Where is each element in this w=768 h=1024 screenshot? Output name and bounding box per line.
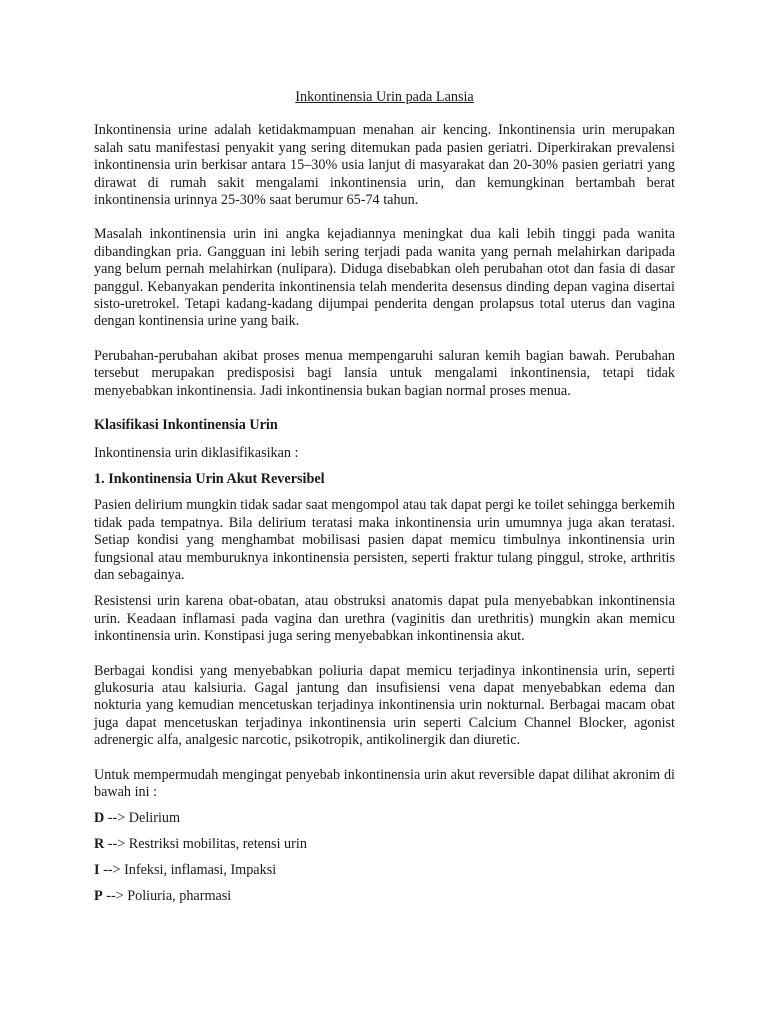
acronym-item [94,888,675,905]
classification-heading: Klasifikasi Inkontinensia Urin [94,417,278,434]
section-1-heading: 1. Inkontinensia Urin Akut Reversibel [94,470,325,487]
acronym-text: --> Infeksi, inflamasi, Impaksi [99,862,277,879]
acronym-letter: R [94,836,105,853]
acronym-item [94,810,675,827]
acronym-item [94,862,675,879]
document-page [94,89,675,914]
acronym-text: --> Poliuria, pharmasi [102,888,232,905]
section-1-paragraph-1: Pasien delirium mungkin tidak sadar saat mengompol atau tak dapat pergi ke toilet sehingga berkemih tidak pada tempatnya. Bila delirium teratasi maka inkontinensia urin umumnya juga akan teratasi. Setiap kondisi yang menghambat mobilisasi pasien dapat memicu timbulnya inkontinensia urin fungsional atau memburuknya inkontinensia persisten, seperti fraktur tulang pinggul, stroke, arthritis dan sebagainya. [94,497,675,583]
intro-paragraph-1: Inkontinensia urine adalah ketidakmampuan menahan air kencing. Inkontinensia urin merupakan salah satu manifestasi penyakit yang sering ditemukan pada pasien geriatri. Diperkirakan prevalensi inkontinensia urin berkisar antara 15–30% usia lanjut di masyarakat dan 20-30% pasien geriatri yang dirawat di rumah sakit mengalami inkontinensia urin, dan kemungkinan bertambah berat inkontinensia urinnya 25-30% saat berumur 65-74 tahun. [94,122,675,209]
acronym-text: --> Delirium [104,810,181,827]
document-title: Inkontinensia Urin pada Lansia [295,89,474,105]
acronym-list [94,810,675,905]
acronym-text: --> Restriksi mobilitas, retensi urin [104,836,307,853]
section-1-paragraph-3: Berbagai kondisi yang menyebabkan poliuria dapat memicu terjadinya inkontinensia urin, seperti glukosuria atau kalsiuria. Gagal jantung dan insufisiensi vena dapat menyebabkan edema dan nokturia yang kemudian mencetuskan terjadinya inkontinensia urin nokturnal. Berbagai macam obat juga dapat mencetuskan terjadinya inkontinensia urin seperti Calcium Channel Blocker, agonist adrenergic alfa, analgesic narcotic, psikotropik, antikolinergik dan diuretic. [94,662,675,749]
intro-paragraph-3: Perubahan-perubahan akibat proses menua mempengaruhi saluran kemih bagian bawah. Perubahan tersebut merupakan predisposisi bagi lansia untuk mengalami inkontinensia, tetapi tidak menyebabkan inkontinensia. Jadi inkontinensia bukan bagian normal proses menua. [94,347,675,399]
acronym-item [94,836,675,853]
section-1-paragraph-2: Resistensi urin karena obat-obatan, atau obstruksi anatomis dapat pula menyebabkan inkontinensia urin. Keadaan inflamasi pada vagina dan urethra (vaginitis dan urethritis) mungkin akan memicu inkontinensia urin. Konstipasi juga sering menyebabkan inkontinensia akut. [94,593,675,645]
acronym-letter: D [94,810,105,827]
intro-paragraph-2: Masalah inkontinensia urin ini angka kejadiannya meningkat dua kali lebih tinggi pada wanita dibandingkan pria. Gangguan ini lebih sering terjadi pada wanita yang pernah melahirkan daripada yang belum pernah melahirkan (nulipara). Diduga disebabkan oleh perubahan otot dan fasia di dasar panggul. Kebanyakan penderita inkontinensia telah menderita desensus dinding depan vagina disertai sisto-uretrokel. Tetapi kadang-kadang dijumpai penderita dengan prolapsus total uterus dan vagina dengan kontinensia urine yang baik. [94,226,675,330]
acronym-letter: I [94,862,100,879]
acronym-letter: P [94,888,103,905]
section-1-paragraph-4: Untuk mempermudah mengingat penyebab inkontinensia urin akut reversible dapat dilihat akronim di bawah ini : [94,766,675,800]
classification-intro: Inkontinensia urin diklasifikasikan : [94,444,299,461]
